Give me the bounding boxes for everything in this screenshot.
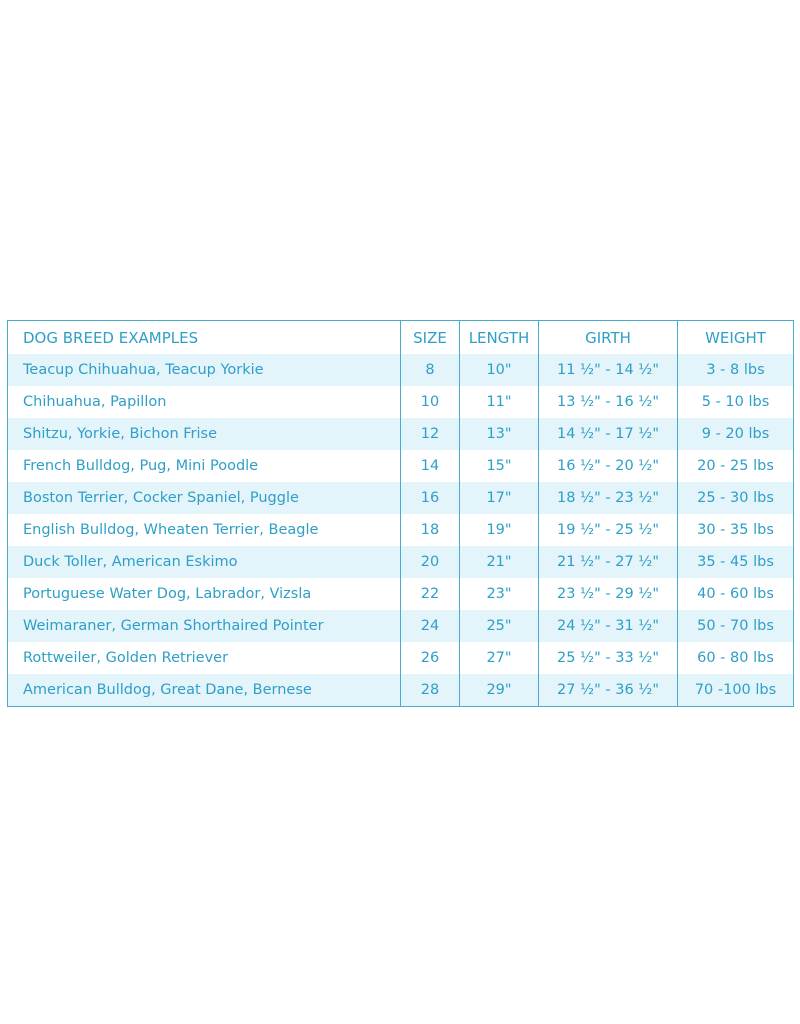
length-cell: 17": [460, 482, 539, 514]
breed-cell: American Bulldog, Great Dane, Bernese: [23, 682, 312, 698]
weight-cell: 60 - 80 lbs: [678, 642, 794, 674]
breed-cell: Teacup Chihuahua, Teacup Yorkie: [23, 362, 264, 378]
breed-cell: Boston Terrier, Cocker Spaniel, Puggle: [23, 490, 299, 506]
girth-cell: 13 ½" - 16 ½": [539, 386, 678, 418]
header-girth: GIRTH: [539, 321, 678, 355]
header-size: SIZE: [401, 321, 460, 355]
breed-cell: French Bulldog, Pug, Mini Poodle: [23, 458, 259, 474]
length-cell: 15": [460, 450, 539, 482]
girth-cell: 18 ½" - 23 ½": [539, 482, 678, 514]
length-cell: 29": [460, 674, 539, 707]
breed-cell: Chihuahua, Papillon: [23, 394, 167, 410]
size-cell: 24: [401, 610, 460, 642]
breed-cell: Weimaraner, German Shorthaired Pointer: [23, 618, 324, 634]
size-cell: 8: [401, 354, 460, 386]
size-cell: 12: [401, 418, 460, 450]
weight-cell: 50 - 70 lbs: [678, 610, 794, 642]
table-body: [8, 354, 794, 707]
weight-cell: 5 - 10 lbs: [678, 386, 794, 418]
table-row: [8, 610, 794, 642]
table-row: [8, 642, 794, 674]
breed-cell: Portuguese Water Dog, Labrador, Vizsla: [23, 586, 312, 602]
size-cell: 18: [401, 514, 460, 546]
girth-cell: 25 ½" - 33 ½": [539, 642, 678, 674]
breed-cell: English Bulldog, Wheaten Terrier, Beagle: [23, 522, 319, 538]
size-cell: 10: [401, 386, 460, 418]
header-breed-examples: DOG BREED EXAMPLES: [8, 321, 401, 355]
weight-cell: 20 - 25 lbs: [678, 450, 794, 482]
dog-size-chart-table: [7, 320, 794, 707]
breed-cell: Duck Toller, American Eskimo: [23, 554, 238, 570]
size-cell: 16: [401, 482, 460, 514]
weight-cell: 9 - 20 lbs: [678, 418, 794, 450]
weight-cell: 25 - 30 lbs: [678, 482, 794, 514]
length-cell: 27": [460, 642, 539, 674]
size-cell: 26: [401, 642, 460, 674]
girth-cell: 11 ½" - 14 ½": [539, 354, 678, 386]
weight-cell: 30 - 35 lbs: [678, 514, 794, 546]
table-row: [8, 418, 794, 450]
length-cell: 19": [460, 514, 539, 546]
header-weight: WEIGHT: [678, 321, 794, 355]
length-cell: 25": [460, 610, 539, 642]
girth-cell: 24 ½" - 31 ½": [539, 610, 678, 642]
length-cell: 23": [460, 578, 539, 610]
header-row: [8, 321, 794, 355]
length-cell: 13": [460, 418, 539, 450]
table-row: [8, 386, 794, 418]
size-cell: 14: [401, 450, 460, 482]
length-cell: 11": [460, 386, 539, 418]
weight-cell: 70 -100 lbs: [678, 674, 794, 707]
girth-cell: 19 ½" - 25 ½": [539, 514, 678, 546]
girth-cell: 27 ½" - 36 ½": [539, 674, 678, 707]
size-cell: 20: [401, 546, 460, 578]
girth-cell: 16 ½" - 20 ½": [539, 450, 678, 482]
table-row: [8, 514, 794, 546]
length-cell: 10": [460, 354, 539, 386]
weight-cell: 40 - 60 lbs: [678, 578, 794, 610]
table-header: [8, 321, 794, 355]
table-row: [8, 450, 794, 482]
weight-cell: 3 - 8 lbs: [678, 354, 794, 386]
length-cell: 21": [460, 546, 539, 578]
table-row: [8, 354, 794, 386]
girth-cell: 14 ½" - 17 ½": [539, 418, 678, 450]
size-cell: 22: [401, 578, 460, 610]
table-row: [8, 674, 794, 707]
breed-cell: Shitzu, Yorkie, Bichon Frise: [23, 426, 218, 442]
weight-cell: 35 - 45 lbs: [678, 546, 794, 578]
table-row: [8, 482, 794, 514]
size-cell: 28: [401, 674, 460, 707]
header-length: LENGTH: [460, 321, 539, 355]
girth-cell: 23 ½" - 29 ½": [539, 578, 678, 610]
breed-cell: Rottweiler, Golden Retriever: [23, 650, 229, 666]
table-row: [8, 578, 794, 610]
table-row: [8, 546, 794, 578]
girth-cell: 21 ½" - 27 ½": [539, 546, 678, 578]
